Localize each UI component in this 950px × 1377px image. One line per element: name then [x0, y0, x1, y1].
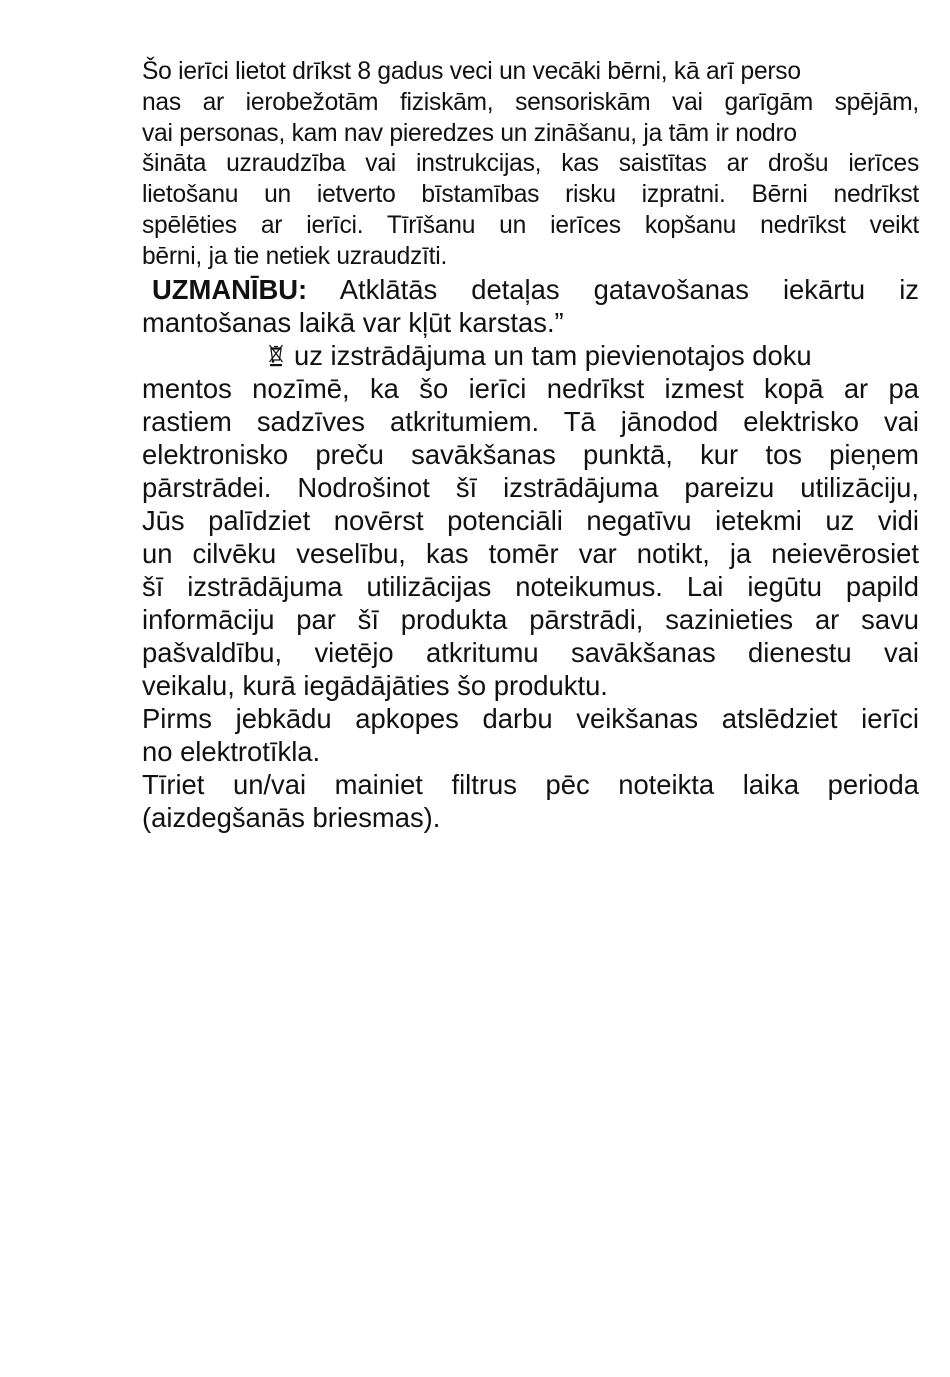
text-line: Pirms jebkādu apkopes darbu veikšanas atslēdziet ierīci: [142, 702, 919, 734]
weee-first-line-text: uz izstrādājuma un tam pievienotajos doku: [294, 339, 812, 371]
text-line: pašvaldību, vietējo atkritumu savākšanas dienestu vai: [142, 636, 919, 668]
text-line: spēlēties ar ierīci. Tīrīšanu un ierīces kopšanu nedrīkst veikt: [142, 211, 919, 239]
text-line: informāciju par šī produkta pārstrādi, sazinieties ar savu: [142, 603, 919, 635]
weee-first-line: [142, 339, 919, 372]
filter-cleaning-paragraph: [142, 768, 919, 834]
warning-text: Atklātās detaļas gatavošanas iekārtu iz: [339, 273, 919, 305]
child-safety-paragraph: [142, 57, 919, 273]
text-line: šināta uzraudzība vai instrukcijas, kas saistītas ar drošu ierīces: [142, 150, 919, 178]
text-line: mantošanas laikā var kļūt karstas.”: [142, 306, 564, 338]
crossed-out-wheelie-bin-icon: [268, 343, 284, 367]
text-line: bērni, ja tie netiek uzraudzīti.: [142, 242, 448, 270]
text-line: no elektrotīkla.: [142, 735, 321, 767]
text-line: Tīriet un/vai mainiet filtrus pēc noteikta laika perioda: [142, 768, 919, 800]
text-line: (aizdegšanās briesmas).: [142, 801, 441, 833]
text-line: un cilvēku veselību, kas tomēr var notikt, ja neievērosiet: [142, 537, 919, 569]
warning-label: UZMANĪBU:: [152, 273, 308, 305]
text-line: elektronisko preču savākšanas punktā, kur tos pieņem: [142, 438, 919, 470]
text-line: lietošanu un ietverto bīstamības risku izpratni. Bērni nedrīkst: [142, 181, 919, 209]
text-line: šī izstrādājuma utilizācijas noteikumus. Lai iegūtu papild: [142, 570, 919, 602]
disconnect-power-paragraph: [142, 702, 919, 768]
warning-line: [142, 273, 919, 306]
text-line: nas ar ierobežotām fiziskām, sensoriskām vai garīgām spējām,: [142, 88, 919, 116]
text-line: mentos nozīmē, ka šo ierīci nedrīkst izmest kopā ar pa: [142, 372, 919, 404]
text-line: vai personas, kam nav pieredzes un zināšanu, ja tām ir nodro: [142, 119, 797, 147]
text-line: Šo ierīci lietot drīkst 8 gadus veci un vecāki bērni, kā arī perso: [142, 58, 801, 85]
text-line: Jūs palīdziet novērst potenciāli negatīvu ietekmi uz vidi: [142, 504, 919, 536]
text-line: pārstrādei. Nodrošinot šī izstrādājuma pareizu utilizāciju,: [142, 471, 919, 503]
weee-disposal-paragraph: [142, 339, 919, 702]
hot-parts-warning: [142, 273, 919, 339]
text-line: rastiem sadzīves atkritumiem. Tā jānodod elektrisko vai: [142, 405, 919, 437]
text-line: veikalu, kurā iegādājāties šo produktu.: [142, 669, 608, 701]
manual-page-text: [142, 57, 919, 834]
